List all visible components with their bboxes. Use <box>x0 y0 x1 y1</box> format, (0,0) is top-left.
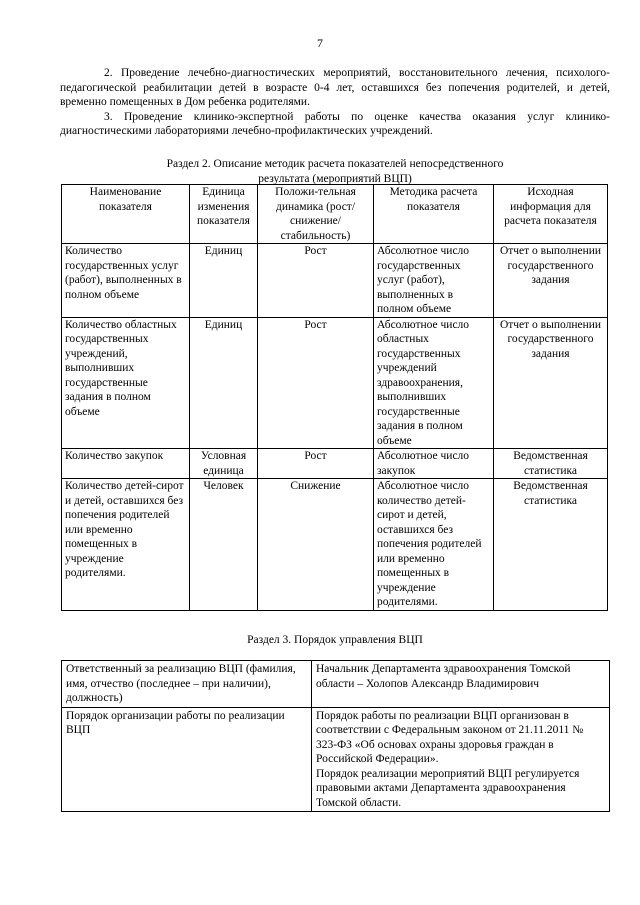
organization-value <box>312 707 610 812</box>
cell-dynamics: Снижение <box>258 479 374 611</box>
header-cell-method: Методика расчета показателя <box>374 185 494 244</box>
table-row <box>62 707 610 812</box>
cell-unit: Единиц <box>190 244 258 318</box>
cell-source: Ведомственная статистика <box>494 479 608 611</box>
cell-name: Количество областных государственных учреждений, выполнивших государственные задания в полном объеме <box>62 317 190 449</box>
table-row <box>62 244 608 318</box>
paragraph-3: 3. Проведение клинико-экспертной работы по оценке качества оказания услуг клинико-диагностическими лабораториями лечебно-профилактических учреждений. <box>60 110 610 137</box>
header-cell-name: Наименование показателя <box>62 185 190 244</box>
cell-name: Количество детей-сирот и детей, оставшихся без попечения родителей или временно помещенных в учреждение родителями. <box>62 479 190 611</box>
header-cell-source: Исходная информация для расчета показателя <box>494 185 608 244</box>
cell-unit: Единиц <box>190 317 258 449</box>
table-row <box>62 661 610 708</box>
cell-source: Отчет о выполнении государственного задания <box>494 317 608 449</box>
cell-name: Количество закупок <box>62 449 190 479</box>
section3-caption: Раздел 3. Порядок управления ВЦП <box>247 634 423 646</box>
cell-method: Абсолютное число областных государственных учреждений здравоохранения, выполнивших государственные задания в полном объеме <box>374 317 494 449</box>
section2-caption-line2: результата (мероприятий ВЦП) <box>258 172 412 185</box>
cell-dynamics: Рост <box>258 449 374 479</box>
cell-dynamics: Рост <box>258 244 374 318</box>
section2-caption <box>60 157 610 186</box>
management-table <box>61 660 610 812</box>
cell-method: Абсолютное число государственных услуг (работ), выполненных в полном объеме <box>374 244 494 318</box>
header-cell-unit: Единица изменения показателя <box>190 185 258 244</box>
table-row <box>62 449 608 479</box>
organization-label: Порядок организации работы по реализации ВЦП <box>62 707 312 812</box>
cell-dynamics: Рост <box>258 317 374 449</box>
cell-method: Абсолютное число закупок <box>374 449 494 479</box>
responsible-value: Начальник Департамента здравоохранения Томской области – Холопов Александр Владимирович <box>312 661 610 708</box>
table-row <box>62 317 608 449</box>
section2-caption-line1: Раздел 2. Описание методик расчета показателей непосредственного <box>166 158 504 170</box>
indicators-table <box>61 184 608 611</box>
responsible-label: Ответственный за реализацию ВЦП (фамилия, имя, отчество (последнее – при наличии), должность) <box>62 661 312 708</box>
intro-paragraphs <box>60 66 610 139</box>
organization-value-par1: Порядок работы по реализации ВЦП организован в соответствии с Федеральным законом от 21.11.2011 № 323-ФЗ «Об основах охраны здоровья граждан в Российской Федерации». <box>316 709 584 765</box>
header-cell-dynamics: Положи-тельная динамика (рост/снижение/стабильность) <box>258 185 374 244</box>
cell-unit: Условная единица <box>190 449 258 479</box>
cell-name: Количество государственных услуг (работ), выполненных в полном объеме <box>62 244 190 318</box>
paragraph-2: 2. Проведение лечебно-диагностических мероприятий, восстановительного лечения, психолого-педагогической реабилитации детей в возрасте 0-4 лет, оставшихся без попечения родителей, и детей, временно помещенных в Дом ребенка родителями. <box>60 67 610 108</box>
table-header-row <box>62 185 608 244</box>
cell-source: Ведомственная статистика <box>494 449 608 479</box>
cell-method: Абсолютное число количество детей-сирот и детей, оставшихся без попечения родителей или временно помещенных в учреждение родителями. <box>374 479 494 611</box>
cell-unit: Человек <box>190 479 258 611</box>
cell-source: Отчет о выполнении государственного задания <box>494 244 608 318</box>
page-number: 7 <box>317 36 323 50</box>
organization-value-par2: Порядок реализации мероприятий ВЦП регулируется правовыми актами Департамента здравоохранения Томской области. <box>316 767 580 809</box>
table-row <box>62 479 608 611</box>
